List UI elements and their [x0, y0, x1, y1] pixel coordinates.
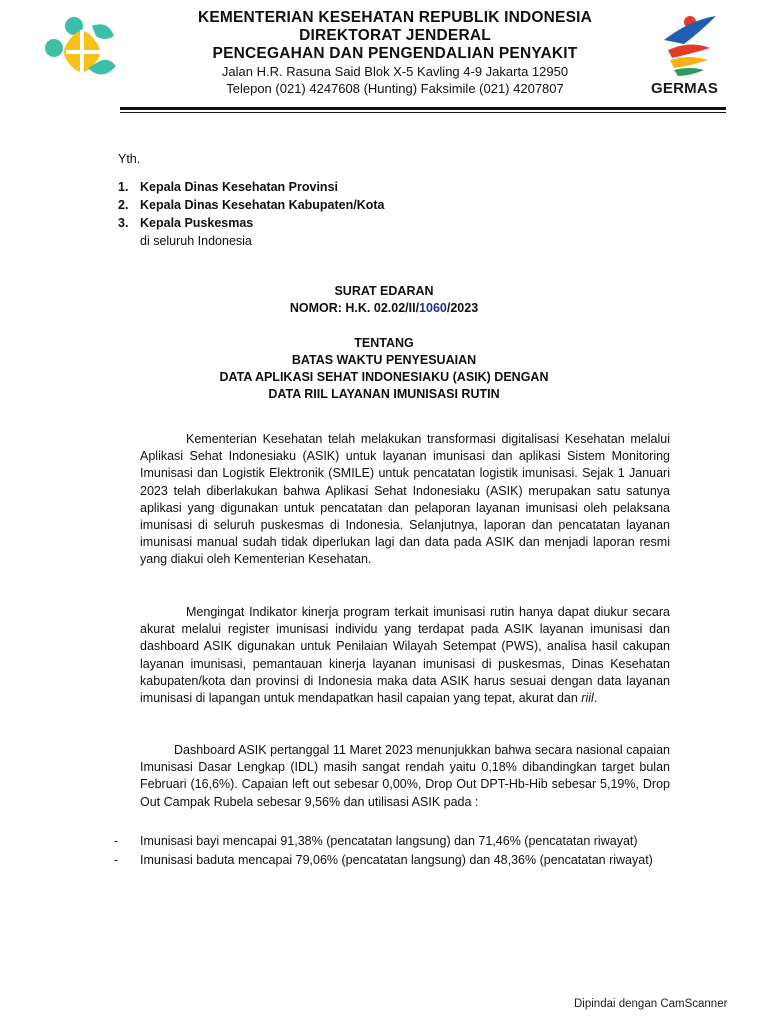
- recipient-item: 1. Kepala Dinas Kesehatan Provinsi: [118, 180, 338, 194]
- document-type: SURAT EDARAN: [334, 284, 434, 298]
- subject-line: DATA RIIL LAYANAN IMUNISASI RUTIN: [268, 387, 500, 401]
- directorate-name: DIREKTORAT JENDERAL: [299, 27, 491, 44]
- paragraph-2: Mengingat Indikator kinerja program terkait imunisasi rutin hanya dapat diukur secara akurat melalui register imunisasi individu yang terdapat pada ASIK layanan imunisasi dan dashboard ASIK digunakan untuk Penilaian Wilayah Setempat (PWS), analisa hasil cakupan layanan imunisasi, pemantauan kinerja layanan imunisasi di puskesmas, Dinas Kesehatan kabupaten/kota dan provinsi di Indonesia maka data ASIK harus sesuai dengan data layanan imunisasi di lapangan untuk mendapatkan hasil capaian yang tepat, akurat dan riil.: [140, 605, 670, 706]
- subject-line: DATA APLIKASI SEHAT INDONESIAKU (ASIK) DENGAN: [219, 370, 549, 384]
- letterhead-rule-thick: [120, 107, 726, 110]
- letterhead-text: [150, 9, 640, 97]
- recipient-item: 2. Kepala Dinas Kesehatan Kabupaten/Kota: [118, 198, 385, 212]
- recipient-region: di seluruh Indonesia: [140, 234, 252, 248]
- letterhead: [0, 0, 768, 120]
- recipient-list: [118, 178, 385, 232]
- office-phone: Telepon (021) 4247608 (Hunting) Faksimile (021) 4207807: [226, 81, 564, 96]
- list-item: - Imunisasi baduta mencapai 79,06% (pencatatan langsung) dan 48,36% (pencatatan riwayat): [114, 853, 653, 868]
- tentang-label: TENTANG: [354, 336, 414, 350]
- subject-block: [0, 335, 768, 403]
- addressee-block: [118, 150, 385, 250]
- document-type-block: [0, 283, 768, 317]
- document-number: NOMOR: H.K. 02.02/II/1060/2023: [289, 301, 479, 315]
- kemenkes-logo-icon: [42, 12, 122, 88]
- subject-line: BATAS WAKTU PENYESUAIAN: [291, 353, 477, 367]
- letterhead-rule-thin: [120, 112, 726, 113]
- scanner-watermark: Dipindai dengan CamScanner: [574, 998, 728, 1010]
- greeting: Yth.: [118, 152, 141, 166]
- office-address: Jalan H.R. Rasuna Said Blok X-5 Kavling 4-9 Jakarta 12950: [221, 64, 569, 79]
- document-number-value: 1060: [419, 301, 447, 315]
- division-name: PENCEGAHAN DAN PENGENDALIAN PENYAKIT: [212, 45, 578, 62]
- paragraph-1: Kementerian Kesehatan telah melakukan transformasi digitalisasi Kesehatan melalui Aplikasi Sehat Indonesiaku (ASIK) untuk layanan imunisasi dan aplikasi Sistem Monitoring Imunisasi dan Logistik Elektronik (SMILE) untuk pencatatan logistik imunisasi. Sejak 1 Januari 2023 telah diberlakukan bahwa Aplikasi Sehat Indonesiaku (ASIK) merupakan satu satunya aplikasi yang digunakan untuk pencatatan dan pelaporan layanan imunisasi oleh pelaksana imunisasi di seluruh puskesmas di Indonesia. Selanjutnya, laporan dan pencatatan layanan imunisasi manual sudah tidak diperlukan lagi dan data pada ASIK dan menjadi laporan resmi yang diakui oleh Kementerian Kesehatan.: [140, 432, 670, 567]
- paragraph-3: Dashboard ASIK pertanggal 11 Maret 2023 menunjukkan bahwa secara nasional capaian Imunisasi Dasar Lengkap (IDL) masih sangat rendah yaitu 0,18% dibandingkan target bulan Februari (16,6%). Capaian left out sebesar 0,00%, Drop Out DPT-Hb-Hib sebesar 5,19%, Drop Out Campak Rubela sebesar 9,56% dan utilisasi ASIK pada :: [140, 743, 670, 809]
- ministry-name: KEMENTERIAN KESEHATAN REPUBLIK INDONESIA: [197, 9, 593, 26]
- recipient-item: 3. Kepala Puskesmas: [118, 216, 254, 230]
- germas-label: GERMAS: [651, 80, 719, 97]
- list-item: - Imunisasi bayi mencapai 91,38% (pencatatan langsung) dan 71,46% (pencatatan riwayat): [114, 834, 638, 848]
- bullet-list: [114, 833, 670, 871]
